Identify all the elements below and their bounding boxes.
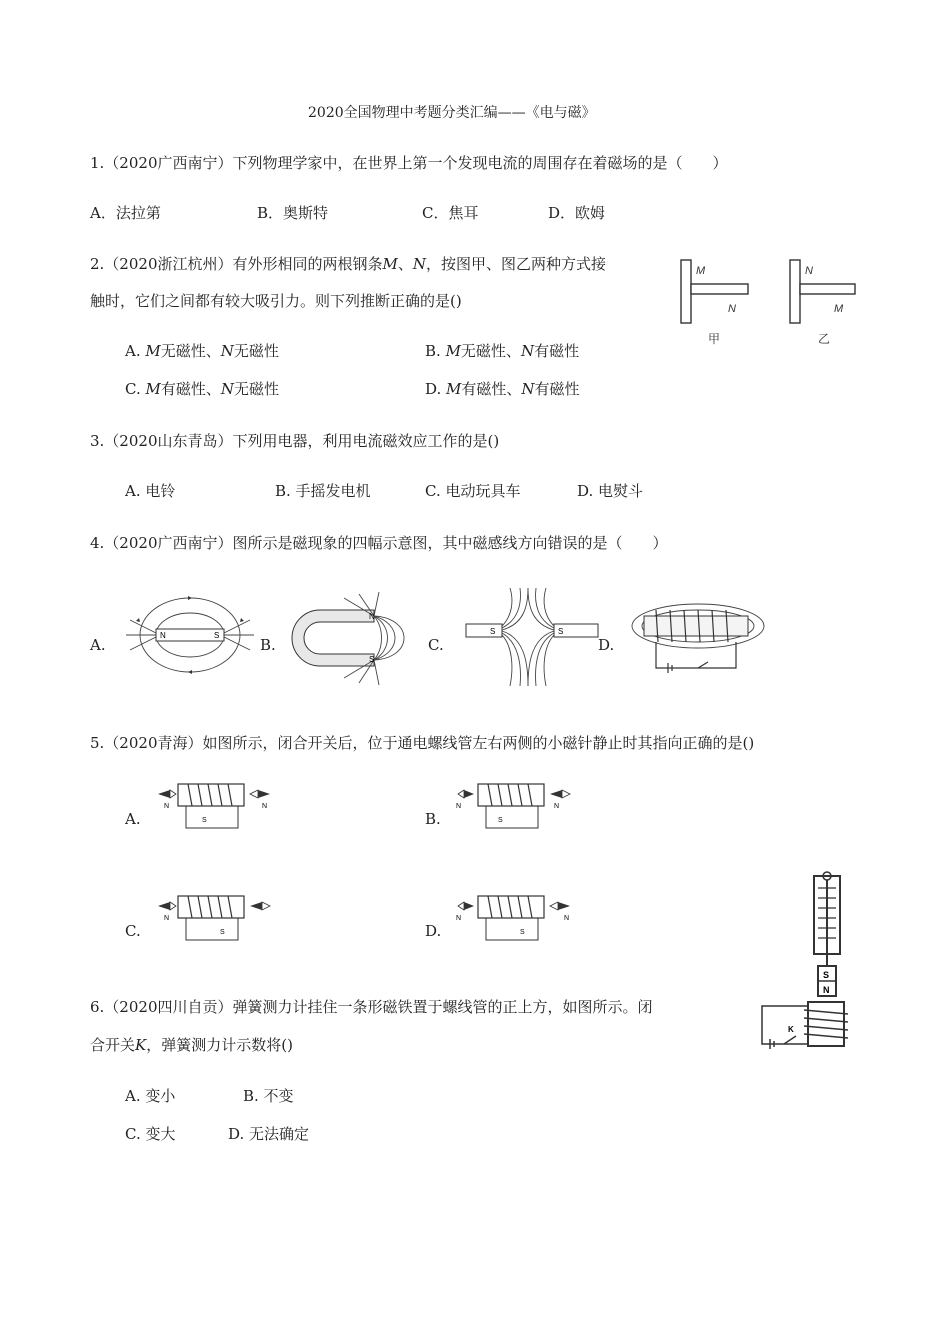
q2-option-b	[425, 341, 579, 361]
q2-stem-line1	[90, 254, 606, 274]
q6-option-d: D. 无法确定	[228, 1125, 310, 1143]
q2-option-c-n: N	[220, 380, 234, 398]
q2-option-b-n: N	[520, 342, 535, 360]
q2-fig-bar-m	[681, 260, 691, 323]
q5-figure-d	[450, 890, 580, 950]
q5-label-d: D.	[425, 922, 442, 940]
q2-fig-left-n: N	[728, 303, 736, 315]
page-title: 2020全国物理中考题分类汇编——《电与磁》	[308, 105, 596, 121]
q4b-pole-n: N	[369, 612, 375, 621]
q2-option-c-label: C.	[125, 380, 146, 398]
q4-label-b: B.	[260, 636, 276, 654]
q6-stem-text-b: ，弹簧测力计示数将()	[146, 1036, 293, 1054]
q6-magnet-s: S	[823, 970, 830, 980]
q4b-horseshoe-magnet	[292, 610, 374, 666]
q6-stem-text-a: 合开关	[90, 1036, 136, 1054]
q2-option-a-m: M	[145, 342, 161, 360]
q2-stem-m: M	[382, 255, 398, 273]
q2-stem-text-c: ，按图甲、图乙两种方式接	[426, 255, 607, 273]
q2-option-d-t1: 有磁性、	[461, 380, 522, 398]
q2-option-c-t1: 有磁性、	[160, 380, 221, 398]
q6-stem-k: K	[135, 1036, 147, 1054]
q5d-switch-s: S	[520, 929, 525, 936]
q2-fig-bar-n-vertical	[790, 260, 800, 323]
q6-option-c: C. 变大	[125, 1125, 176, 1143]
q2-fig-right-n: N	[805, 265, 813, 277]
q1-option-b: B．奥斯特	[257, 204, 329, 222]
q4-figure-c	[462, 586, 602, 690]
q4a-pole-s: S	[214, 631, 220, 640]
q4-stem: 4.（2020广西南宁）图所示是磁现象的四幅示意图，其中磁感线方向错误的是（ ）	[90, 534, 668, 552]
q2-stem-text-a: 2.（2020浙江杭州）有外形相同的两根钢条	[90, 255, 383, 273]
q2-stem-n: N	[412, 255, 426, 273]
q2-option-b-label: B.	[425, 342, 446, 360]
q5b-needle-left-n: N	[456, 803, 462, 810]
q5-label-c: C.	[125, 922, 141, 940]
q2-option-b-m: M	[445, 342, 461, 360]
q2-stem-line2: 触时，它们之间都有较大吸引力。则下列推断正确的是()	[90, 292, 462, 310]
q6-stem-line2	[90, 1035, 293, 1055]
q1-stem: 1.（2020广西南宁）下列物理学家中，在世界上第一个发现电流的周围存在着磁场的是（ ）	[90, 154, 728, 172]
q2-option-c-m: M	[145, 380, 161, 398]
q2-option-b-t2: 有磁性	[534, 342, 580, 360]
q4a-pole-n: N	[160, 631, 166, 640]
q2-option-d-t2: 有磁性	[534, 380, 580, 398]
q5d-needle-left-n: N	[456, 915, 462, 922]
q2-fig-bar-m-horizontal	[800, 284, 855, 294]
q4-label-c: C.	[428, 636, 444, 654]
q2-fig-right-m: M	[834, 303, 844, 315]
q5-label-b: B.	[425, 810, 441, 828]
q5c-switch-s: S	[220, 929, 225, 936]
q5a-needle-left-n: N	[164, 803, 170, 810]
q2-option-a	[125, 341, 279, 361]
q5a-needle-right-n: N	[262, 803, 268, 810]
q2-stem-sep: 、	[397, 255, 413, 273]
q2-fig-left-m: M	[696, 265, 706, 277]
q6-magnet-n: N	[823, 985, 830, 995]
q2-option-a-t1: 无磁性、	[160, 342, 221, 360]
q4-figure-a	[120, 590, 260, 690]
q4c-pole-s-right: S	[558, 627, 564, 636]
q4d-solenoid-core	[644, 616, 748, 636]
q5d-needle-right-n: N	[564, 915, 570, 922]
q2-option-a-label: A.	[125, 342, 146, 360]
q4-label-d: D.	[598, 636, 615, 654]
q5-label-a: A.	[125, 810, 141, 828]
q2-option-a-t2: 无磁性	[233, 342, 279, 360]
q4-figure-b	[284, 588, 414, 688]
q2-option-d-n: N	[521, 380, 535, 398]
q6-figure	[756, 868, 852, 1054]
q3-stem: 3.（2020山东青岛）下列用电器，利用电流磁效应工作的是()	[90, 432, 500, 450]
q2-fig-bar-n-horizontal	[691, 284, 748, 294]
q1-option-d: D．欧姆	[548, 204, 606, 222]
q1-option-a: A．法拉第	[90, 204, 161, 222]
q2-option-d	[425, 379, 580, 399]
q2-fig-left-caption: 甲	[708, 332, 721, 346]
q4-figure-d	[628, 596, 768, 682]
q2-option-a-n: N	[220, 342, 234, 360]
q3-option-d: D. 电熨斗	[577, 482, 644, 500]
q2-option-d-m: M	[446, 380, 462, 398]
q6-stem-line1: 6.（2020四川自贡）弹簧测力计挂住一条形磁铁置于螺线管的正上方，如图所示。闭	[90, 998, 653, 1016]
q6-option-a: A. 变小	[125, 1087, 176, 1105]
q5b-needle-right-n: N	[554, 803, 560, 810]
q3-option-c: C. 电动玩具车	[425, 482, 521, 500]
q5b-switch-s: S	[498, 817, 503, 824]
q4-label-a: A.	[90, 636, 106, 654]
q4b-pole-s: S	[369, 655, 375, 664]
q6-option-b: B. 不变	[243, 1087, 294, 1105]
q3-option-a: A. 电铃	[125, 482, 176, 500]
q2-fig-right-caption: 乙	[818, 332, 831, 346]
q5-figure-c	[150, 890, 280, 950]
q6-solenoid	[808, 1002, 844, 1046]
q2-figure	[672, 255, 862, 350]
q6-switch-k: K	[788, 1025, 794, 1034]
q2-option-b-t1: 无磁性、	[460, 342, 521, 360]
q5-figure-a	[150, 778, 280, 838]
q5c-needle-left-n: N	[164, 915, 170, 922]
q4c-pole-s-left: S	[490, 627, 496, 636]
q2-option-d-label: D.	[425, 380, 447, 398]
q1-option-c: C．焦耳	[422, 204, 479, 222]
q2-option-c	[125, 379, 279, 399]
q5-stem: 5.（2020青海）如图所示，闭合开关后，位于通电螺线管左右两侧的小磁针静止时其指向正确的是()	[90, 734, 755, 752]
q5a-switch-s: S	[202, 817, 207, 824]
q5-figure-b	[450, 778, 580, 838]
q3-option-b: B. 手摇发电机	[275, 482, 371, 500]
q2-option-c-t2: 无磁性	[233, 380, 279, 398]
q4c-magnet-left	[466, 624, 502, 637]
